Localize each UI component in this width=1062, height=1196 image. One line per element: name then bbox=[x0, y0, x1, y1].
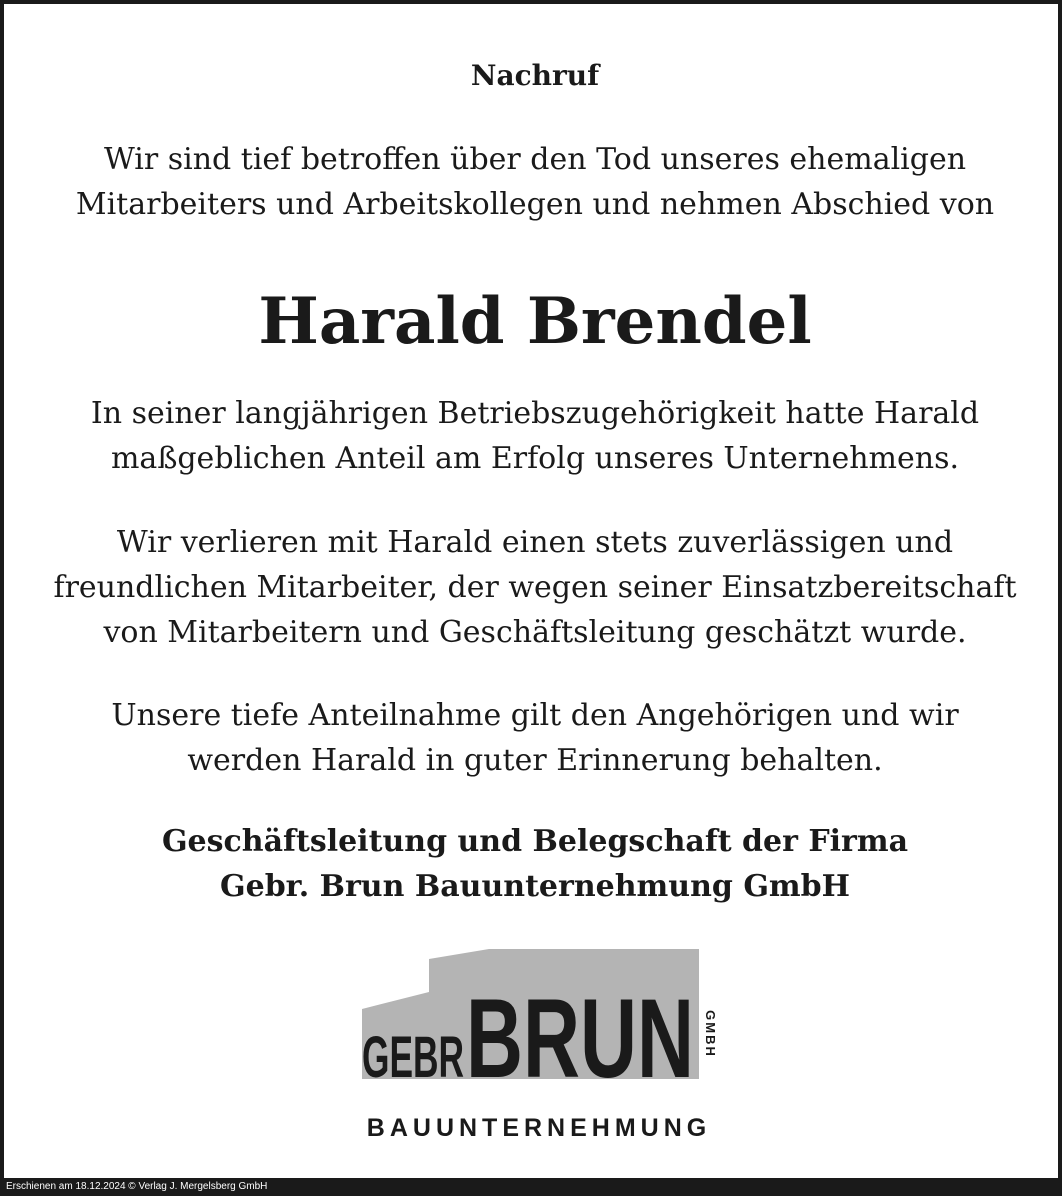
text-line: maßgeblichen Anteil am Erfolg unseres Unternehmens. bbox=[110, 441, 959, 476]
paragraph-condolence bbox=[4, 693, 1062, 783]
signature-line: Geschäftsleitung und Belegschaft der Firma bbox=[161, 824, 909, 859]
signature bbox=[4, 819, 1062, 909]
intro-paragraph bbox=[4, 137, 1062, 227]
svg-text:GEBR: GEBR bbox=[362, 1025, 464, 1090]
text-line: Wir sind tief betroffen über den Tod unseres ehemaligen bbox=[103, 142, 967, 177]
logo-graphic bbox=[354, 944, 724, 1104]
svg-text:BRUN: BRUN bbox=[466, 976, 694, 1101]
text-line: werden Harald in guter Erinnerung behalten. bbox=[187, 743, 883, 778]
text-line: freundlichen Mitarbeiter, der wegen seiner Einsatzbereitschaft bbox=[53, 570, 1017, 605]
text-line: Unsere tiefe Anteilnahme gilt den Angehörigen und wir bbox=[111, 698, 959, 733]
text-line: von Mitarbeitern und Geschäftsleitung geschätzt wurde. bbox=[103, 615, 967, 650]
logo-subtitle: BAUUNTERNEHMUNG bbox=[366, 1114, 712, 1142]
paragraph-contribution bbox=[4, 391, 1062, 481]
deceased-name: Harald Brendel bbox=[258, 284, 812, 359]
text-line: Mitarbeiters und Arbeitskollegen und nehmen Abschied von bbox=[75, 187, 995, 222]
publication-footer: Erschienen am 18.12.2024 © Verlag J. Mergelsberg GmbH bbox=[0, 1178, 1062, 1196]
text-line: Wir verlieren mit Harald einen stets zuverlässigen und bbox=[116, 525, 954, 560]
company-logo bbox=[354, 944, 724, 1144]
paragraph-character bbox=[4, 520, 1062, 655]
notice-heading: Nachruf bbox=[470, 59, 600, 92]
svg-text:GMBH: GMBH bbox=[703, 1010, 718, 1058]
text-line: In seiner langjährigen Betriebszugehörigkeit hatte Harald bbox=[90, 396, 980, 431]
signature-line: Gebr. Brun Bauunternehmung GmbH bbox=[219, 869, 850, 904]
